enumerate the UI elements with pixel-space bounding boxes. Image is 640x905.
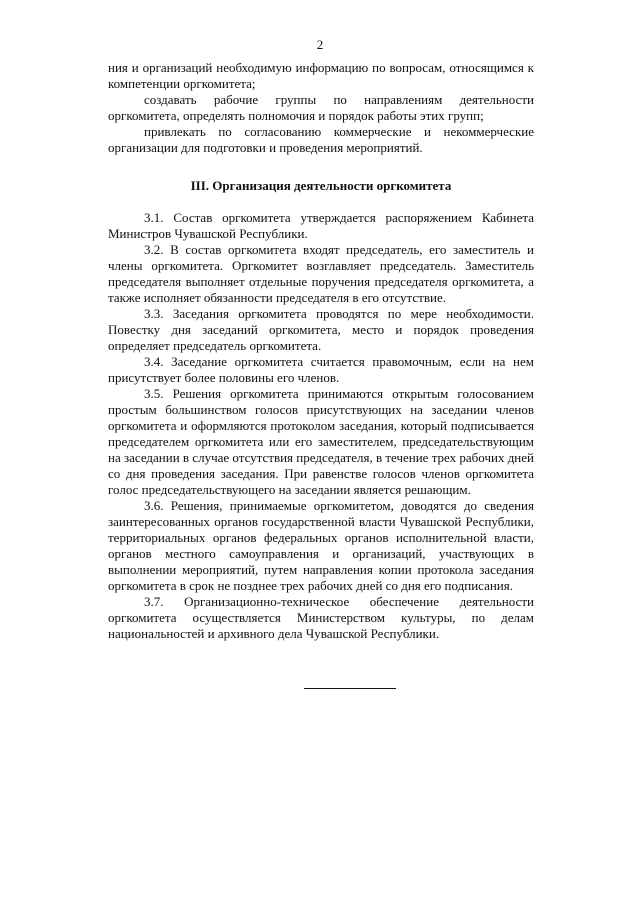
paragraph-3-2: 3.2. В состав оргкомитета входят председатель, его заместитель и члены оргкомитета. Оргкомитет возглавляет председатель. Заместитель председателя выполняет отдельные поручения председателя оргкомитета, а также исполняет обязанности председателя в его отсутствие. (108, 242, 534, 305)
paragraph-intro-2: создавать рабочие группы по направлениям деятельности оргкомитета, определять полномочия и порядок работы этих групп; (108, 92, 534, 123)
closing-divider (304, 688, 396, 689)
paragraph-intro-3: привлекать по согласованию коммерческие и некоммерческие организации для подготовки и проведения мероприятий. (108, 124, 534, 155)
paragraph-3-7: 3.7. Организационно-техническое обеспечение деятельности оргкомитета осуществляется Министерством культуры, по делам национальностей и архивного дела Чувашской Республики. (108, 594, 534, 641)
paragraph-3-1: 3.1. Состав оргкомитета утверждается распоряжением Кабинета Министров Чувашской Республики. (108, 210, 534, 241)
section-heading: III. Организация деятельности оргкомитета (190, 178, 452, 193)
page-number: 2 (316, 37, 324, 52)
paragraph-3-5: 3.5. Решения оргкомитета принимаются открытым голосованием простым большинством голосов присутствующих на заседании членов оргкомитета и оформляются протоколом заседания, который подписывается председателем оргкомитета или его заместителем, председательствующим на заседании в случае отсутствия председателя, в течение трех рабочих дней со дня проведения заседания. При равенстве голосов членов оргкомитета голос председательствующего на заседании является решающим. (108, 386, 534, 497)
paragraph-3-3: 3.3. Заседания оргкомитета проводятся по мере необходимости. Повестку дня заседаний оргкомитета, место и порядок проведения определяет председатель оргкомитета. (108, 306, 534, 353)
paragraph-intro-1: ния и организаций необходимую информацию по вопросам, относящимся к компетенции оргкомитета; (108, 60, 534, 91)
paragraph-3-6: 3.6. Решения, принимаемые оргкомитетом, доводятся до сведения заинтересованных органов государственной власти Чувашской Республики, территориальных органов федеральных органов исполнительной власти, органов местного самоуправления и организаций, участвующих в выполнении мероприятий, путем направления копии протокола заседания оргкомитета в срок не позднее трех рабочих дней со дня его подписания. (108, 498, 534, 593)
document-body (108, 60, 534, 642)
paragraph-3-4: 3.4. Заседание оргкомитета считается правомочным, если на нем присутствует более половины его членов. (108, 354, 534, 385)
